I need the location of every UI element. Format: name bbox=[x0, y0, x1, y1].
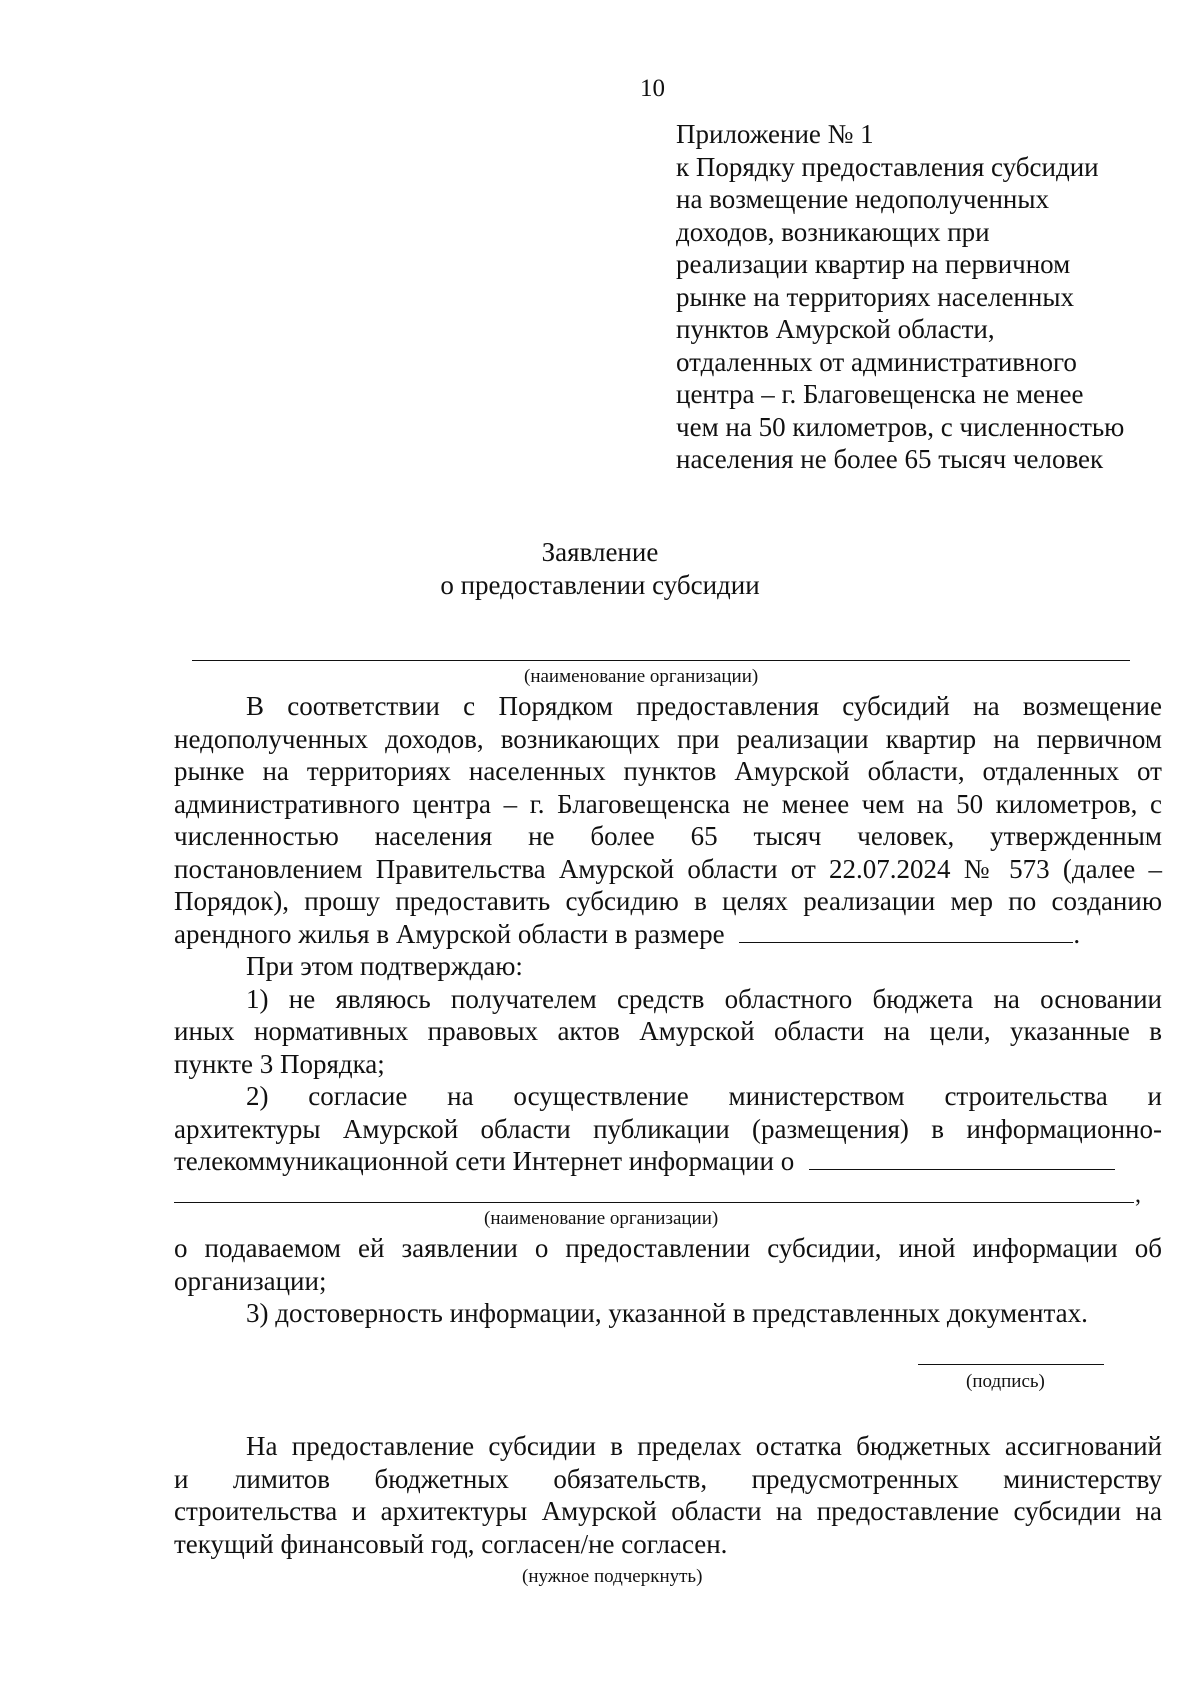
document-title: Заявление bbox=[541, 537, 659, 567]
appendix-line: доходов, возникающих при bbox=[676, 216, 990, 247]
appendix-line: отдаленных от административного bbox=[676, 346, 1077, 377]
document-subtitle: о предоставлении субсидии bbox=[440, 570, 760, 600]
item3-line: 3) достоверность информации, указанной в представленных документах. bbox=[246, 1298, 1088, 1328]
organization-name-blank-2[interactable] bbox=[174, 1202, 1134, 1203]
item2-cont-line: о подаваемом ей заявлении о предоставлении субсидии, иной информации об bbox=[174, 1233, 1162, 1263]
appendix-header bbox=[676, 118, 1176, 476]
organization-name-caption: (наименование организации) bbox=[524, 666, 759, 687]
item1-line: иных нормативных правовых актов Амурской области на цели, указанные в bbox=[174, 1016, 1162, 1046]
main-paragraph bbox=[174, 690, 1162, 1178]
item1-line: пункте 3 Порядка; bbox=[174, 1048, 385, 1079]
signature-caption: (подпись) bbox=[966, 1371, 1045, 1392]
paragraph-line: численностью населения не более 65 тысяч человек, утвержденным bbox=[174, 821, 1162, 851]
signature-blank[interactable] bbox=[918, 1364, 1104, 1365]
item2-line: архитектуры Амурской области публикации (размещения) в информационно- bbox=[174, 1113, 1162, 1144]
organization-name-caption-2: (наименование организации) bbox=[484, 1208, 719, 1229]
paragraph-line: административного центра – г. Благовещенска не менее чем на 50 километров, с bbox=[174, 788, 1162, 819]
item2-line-last bbox=[174, 1145, 1162, 1178]
paragraph-line: рынке на территориях населенных пунктов Амурской области, отдаленных от bbox=[174, 756, 1162, 786]
appendix-line: населения не более 65 тысяч человек bbox=[676, 444, 1104, 474]
final-line: и лимитов бюджетных обязательств, предусмотренных министерству bbox=[174, 1463, 1162, 1494]
item2-continuation bbox=[174, 1232, 1162, 1330]
paragraph-line: недополученных доходов, возникающих при реализации квартир на первичном bbox=[174, 723, 1162, 754]
paragraph-line: постановлением Правительства Амурской области от 22.07.2024 № 573 (далее – bbox=[174, 853, 1162, 884]
final-line: текущий финансовый год, согласен/не согласен. bbox=[174, 1528, 728, 1559]
organization-name-blank[interactable] bbox=[192, 660, 1130, 661]
appendix-line: чем на 50 километров, с численностью bbox=[676, 411, 1125, 442]
paragraph-line: Порядок), прошу предоставить субсидию в целях реализации мер по созданию bbox=[174, 886, 1162, 916]
item2-cont-line: организации; bbox=[174, 1265, 327, 1296]
item1-line: 1) не являюсь получателем средств областного бюджета на основании bbox=[246, 983, 1162, 1014]
paragraph-line: В соответствии с Порядком предоставления субсидий на возмещение bbox=[246, 691, 1162, 721]
final-paragraph bbox=[174, 1430, 1162, 1560]
organization-info-blank[interactable] bbox=[809, 1147, 1115, 1170]
appendix-line: реализации квартир на первичном bbox=[676, 249, 1071, 279]
subsidy-amount-blank[interactable] bbox=[739, 920, 1073, 943]
confirm-intro: При этом подтверждаю: bbox=[246, 951, 523, 981]
final-line: На предоставление субсидии в пределах остатка бюджетных ассигнований bbox=[246, 1431, 1162, 1461]
paragraph-last-text: арендного жилья в Амурской области в размере bbox=[174, 918, 725, 949]
page-number: 10 bbox=[640, 75, 665, 102]
appendix-line: пунктов Амурской области, bbox=[676, 314, 995, 344]
final-line: строительства и архитектуры Амурской области на предоставление субсидии на bbox=[174, 1496, 1162, 1526]
item2-line: 2) согласие на осуществление министерством строительства и bbox=[246, 1081, 1162, 1111]
period: . bbox=[1073, 918, 1081, 949]
item2-last-text: телекоммуникационной сети Интернет информации о bbox=[174, 1146, 795, 1176]
appendix-line: центра – г. Благовещенска не менее bbox=[676, 379, 1084, 409]
appendix-line: рынке на территориях населенных bbox=[676, 281, 1074, 312]
comma: , bbox=[1135, 1182, 1141, 1208]
underline-caption: (нужное подчеркнуть) bbox=[522, 1566, 703, 1587]
appendix-line: Приложение № 1 bbox=[676, 119, 874, 149]
appendix-line: к Порядку предоставления субсидии bbox=[676, 151, 1099, 182]
paragraph-line-last bbox=[174, 918, 1162, 951]
appendix-line: на возмещение недополученных bbox=[676, 184, 1049, 214]
